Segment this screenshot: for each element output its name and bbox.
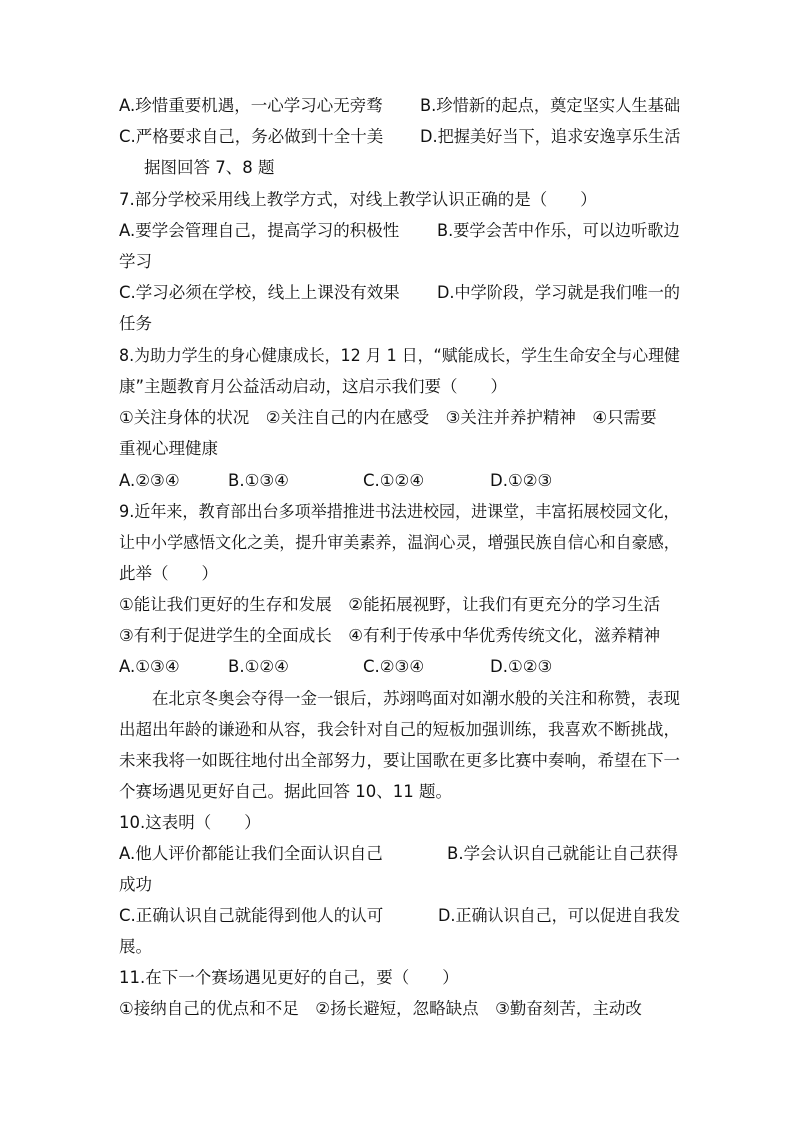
q11-statements-line-1 (0, 993, 794, 1025)
q6-option-c: C.严格要求自己，务必做到十全十美 (119, 127, 384, 146)
q8-option-d: D.①②③ (490, 471, 553, 490)
q6-option-d: D.把握美好当下，追求安逸享乐生活 (420, 127, 681, 146)
q8-stem-2: 康”主题教育月公益活动启动，这启示我们要（ ） (119, 377, 508, 396)
q7-8-instruction-line (0, 152, 794, 184)
q10-option-d-cont: 展。 (119, 937, 152, 956)
q7-option-continuation (0, 246, 794, 278)
q8-statements-line-1 (0, 402, 794, 434)
q7-option-d: D.中学阶段，学习就是我们唯一的 (437, 283, 680, 302)
q10-option-b: B.学会认识自己就能让自己获得 (447, 844, 679, 863)
q8-stem-line-1 (0, 340, 794, 372)
passage-text-4: 个赛场遇见更好自己。据此回答 10、11 题。 (119, 782, 452, 801)
q7-option-row-cd (0, 277, 794, 309)
q6-option-a: A.珍惜重要机遇，一心学习心无旁骛 (119, 96, 383, 115)
q11-stem-line (0, 962, 794, 994)
q9-statements-2: ③有利于促进学生的全面成长 ④有利于传承中华优秀传统文化，滋养精神 (119, 626, 661, 645)
q9-statements-line-2 (0, 620, 794, 652)
q9-stem-2: 让中小学感悟文化之美，提升审美素养，温润心灵，增强民族自信心和自豪感， (119, 533, 680, 552)
q8-option-a: A.②③④ (119, 471, 180, 490)
passage-line-1 (0, 683, 794, 715)
q10-stem-line (0, 807, 794, 839)
q11-statements-1: ①接纳自己的优点和不足 ②扬长避短，忽略缺点 ③勤奋刻苦，主动改 (119, 999, 642, 1018)
q9-stem-line-3 (0, 558, 794, 590)
q8-statements-line-2 (0, 433, 794, 465)
q7-option-b: B.要学会苦中作乐，可以边听歌边 (437, 221, 680, 240)
q8-stem-line-2 (0, 371, 794, 403)
q9-answer-options (0, 651, 794, 683)
q10-option-continuation (0, 869, 794, 901)
q9-stem-1: 9.近年来，教育部出台多项举措推进书法进校园，进课堂，丰富拓展校园文化， (119, 502, 680, 521)
q7-8-instruction: 据图回答 7、8 题 (144, 158, 275, 177)
q7-option-c: C.学习必须在学校，线上上课没有效果 (119, 283, 400, 302)
q7-option-a: A.要学会管理自己，提高学习的积极性 (119, 221, 400, 240)
passage-text-1: 在北京冬奥会夺得一金一银后，苏翊鸣面对如潮水般的关注和称赞，表现 (152, 689, 680, 708)
passage-line-2 (0, 714, 794, 746)
q9-stem-3: 此举（ ） (119, 564, 218, 583)
q10-option-continuation-2 (0, 931, 794, 963)
q7-option-row-ab (0, 215, 794, 247)
q7-stem: 7.部分学校采用线上教学方式，对线上教学认识正确的是（ ） (119, 190, 597, 209)
q8-option-b: B.①③④ (228, 471, 289, 490)
q10-option-row-cd (0, 900, 794, 932)
q10-option-b-cont: 成功 (119, 875, 152, 894)
q6-option-row-cd (0, 121, 794, 153)
q7-option-continuation-2 (0, 308, 794, 340)
q10-stem: 10.这表明（ ） (119, 813, 261, 832)
q9-stem-line-1 (0, 496, 794, 528)
q8-statements-1: ①关注身体的状况 ②关注自己的内在感受 ③关注并养护精神 ④只需要 (119, 408, 657, 427)
q8-option-c: C.①②④ (363, 471, 425, 490)
q9-stem-line-2 (0, 527, 794, 559)
q7-option-d-cont: 任务 (119, 314, 152, 333)
q9-option-d: D.①②③ (490, 657, 553, 676)
passage-line-4 (0, 776, 794, 808)
q10-option-c: C.正确认识自己就能得到他人的认可 (119, 906, 384, 925)
q6-option-row-ab (0, 90, 794, 122)
passage-text-2: 出超出年龄的谦逊和从容，我会针对自己的短板加强训练，我喜欢不断挑战， (119, 720, 680, 739)
q10-option-row-ab (0, 838, 794, 870)
q6-option-b: B.珍惜新的起点，奠定坚实人生基础 (420, 96, 681, 115)
q9-option-b: B.①②④ (228, 657, 289, 676)
passage-text-3: 未来我将一如既往地付出全部努力，要让国歌在更多比赛中奏响，希望在下一 (119, 751, 680, 770)
q9-statements-line-1 (0, 589, 794, 621)
q10-option-d: D.正确认识自己，可以促进自我发 (438, 906, 680, 925)
q8-statements-2: 重视心理健康 (119, 439, 218, 458)
q7-option-b-cont: 学习 (119, 252, 152, 271)
q8-answer-options (0, 465, 794, 497)
passage-line-3 (0, 745, 794, 777)
q9-option-c: C.②③④ (363, 657, 425, 676)
q11-stem: 11.在下一个赛场遇见更好的自己，要（ ） (119, 968, 459, 987)
q7-stem-line (0, 184, 794, 216)
q10-option-a: A.他人评价都能让我们全面认识自己 (119, 844, 383, 863)
q8-stem-1: 8.为助力学生的身心健康成长，12 月 1 日，“赋能成长，学生生命安全与心理健 (119, 346, 680, 365)
q9-statements-1: ①能让我们更好的生存和发展 ②能拓展视野，让我们有更充分的学习生活 (119, 595, 661, 614)
q9-option-a: A.①③④ (119, 657, 180, 676)
